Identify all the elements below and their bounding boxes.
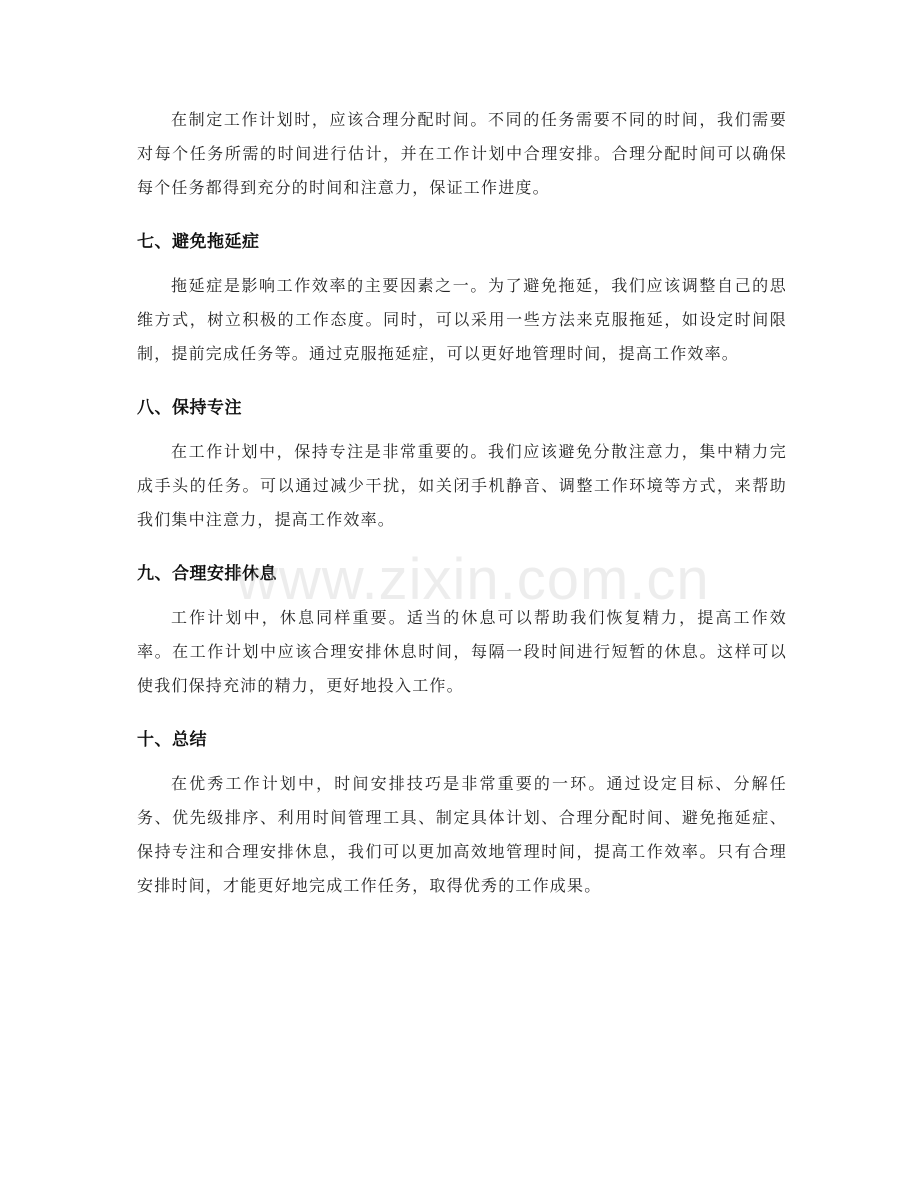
section-paragraph-summary: 在优秀工作计划中，时间安排技巧是非常重要的一环。通过设定目标、分解任务、优先级排序、利用时间管理工具、制定具体计划、合理分配时间、避免拖延症、保持专注和合理安排休息，我们可以更加高效地管理时间，提高工作效率。只有合理安排时间，才能更好地完成工作任务，取得优秀的工作成果。: [137, 774, 787, 895]
section-heading-summary: 十、总结: [137, 730, 207, 750]
section-paragraph-arrange-rest: 工作计划中，休息同样重要。适当的休息可以帮助我们恢复精力，提高工作效率。在工作计划中应该合理安排休息时间，每隔一段时间进行短暂的休息。这样可以使我们保持充沛的精力，更好地投入工作。: [137, 608, 787, 695]
section-paragraph-stay-focused: 在工作计划中，保持专注是非常重要的。我们应该避免分散注意力，集中精力完成手头的任务。可以通过减少干扰，如关闭手机静音、调整工作环境等方式，来帮助我们集中注意力，提高工作效率。: [137, 442, 787, 529]
spacer: [137, 703, 787, 723]
spacer: [137, 537, 787, 557]
spacer: [137, 425, 787, 435]
section-heading-stay-focused: 八、保持专注: [137, 398, 242, 418]
section-heading-avoid-procrastination: 七、避免拖延症: [137, 232, 260, 252]
spacer: [137, 371, 787, 391]
spacer: [137, 757, 787, 767]
intro-paragraph: 在制定工作计划时，应该合理分配时间。不同的任务需要不同的时间，我们需要对每个任务所需的时间进行估计，并在工作计划中合理安排。合理分配时间可以确保每个任务都得到充分的时间和注意力，保证工作进度。: [137, 110, 787, 197]
section-paragraph-avoid-procrastination: 拖延症是影响工作效率的主要因素之一。为了避免拖延，我们应该调整自己的思维方式，树立积极的工作态度。同时，可以采用一些方法来克服拖延，如设定时间限制，提前完成任务等。通过克服拖延症，可以更好地管理时间，提高工作效率。: [137, 276, 787, 363]
spacer: [137, 205, 787, 225]
spacer: [137, 259, 787, 269]
spacer: [137, 591, 787, 601]
section-heading-arrange-rest: 九、合理安排休息: [137, 564, 277, 584]
document-body: [137, 103, 787, 903]
watermark-text: www.zixin.com.cn: [236, 547, 710, 612]
